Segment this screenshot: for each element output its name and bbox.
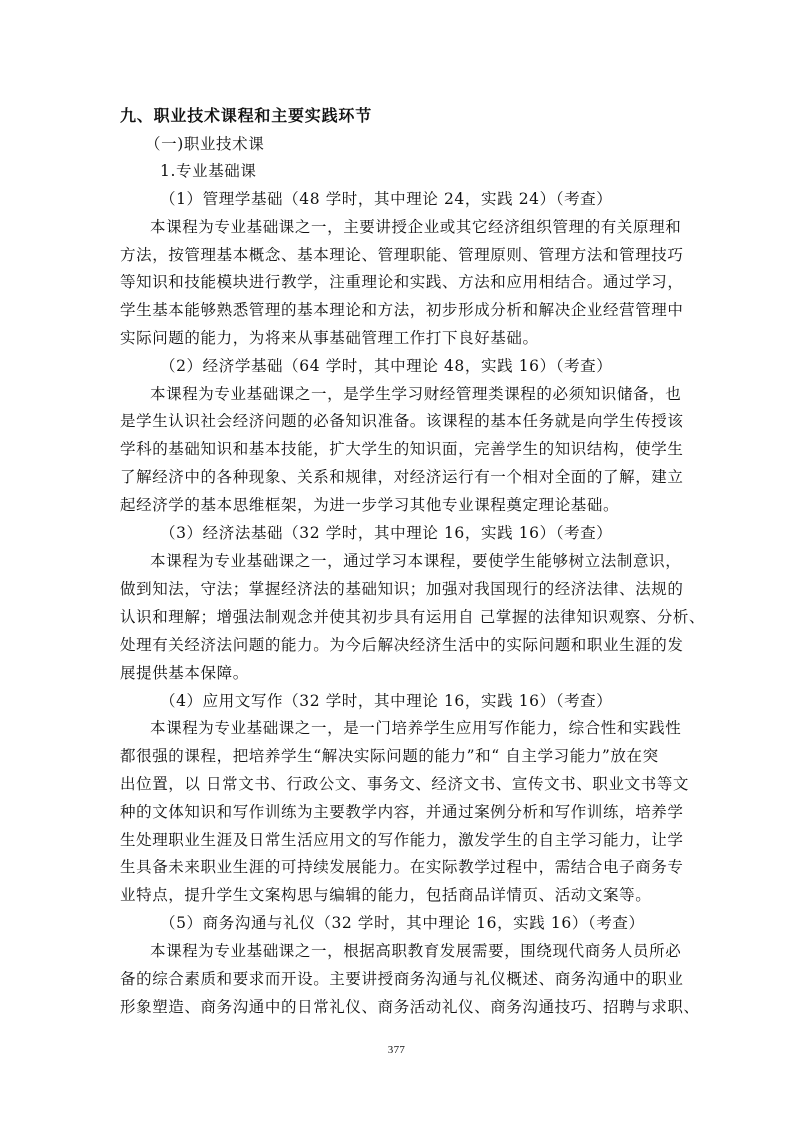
paragraph-line: 实际问题的能力，为将来从事基础管理工作打下良好基础。 <box>120 329 539 347</box>
paragraph-line: 等知识和技能模块进行教学，注重理论和实践、方法和应用相结合。通过学习， <box>120 273 684 291</box>
paragraph-line: 处理有关经济法问题的能力。为今后解决经济生活中的实际问题和职业生涯的发 <box>120 636 684 654</box>
subsection-heading: （一)职业技术课 <box>145 135 265 153</box>
paragraph-line: 生处理职业生涯及日常生活应用文的写作能力，激发学生的自主学习能力，让学 <box>120 831 684 849</box>
paragraph-line: 都很强的课程，把培养学生“解决实际问题的能力”和“ 自主学习能力”放在突 <box>120 747 659 765</box>
page-number: 377 <box>387 1044 406 1056</box>
paragraph-line: 学生基本能够熟悉管理的基本理论和方法，初步形成分析和解决企业经营管理中 <box>120 301 684 319</box>
paragraph-line: 出位置，以 日常文书、行政公文、事务文、经济文书、宣传文书、职业文书等文 <box>120 775 690 793</box>
paragraph-line: 做到知法，守法；掌握经济法的基础知识；加强对我国现行的经济法律、法规的 <box>120 580 684 598</box>
paragraph-line: 起经济学的基本思维框架，为进一步学习其他专业课程奠定理论基础。 <box>120 496 620 514</box>
paragraph-line: 学科的基础知识和基本技能，扩大学生的知识面，完善学生的知识结构，使学生 <box>120 440 684 458</box>
course-title: （5）商务沟通与礼仪（32 学时，其中理论 16，实践 16）（考查） <box>160 914 645 932</box>
paragraph-line: 形象塑造、商务沟通中的日常礼仪、商务活动礼仪、商务沟通技巧、招聘与求职、 <box>120 998 700 1016</box>
paragraph-line: 本课程为专业基础课之一，是一门培养学生应用写作能力，综合性和实践性 <box>150 719 682 737</box>
course-title: （3）经济法基础（32 学时，其中理论 16，实践 16）（考查） <box>160 524 613 542</box>
paragraph-line: 方法，按管理基本概念、基本理论、管理职能、管理原则、管理方法和管理技巧 <box>120 246 684 264</box>
course-title: （1）管理学基础（48 学时，其中理论 24，实践 24）（考查） <box>160 190 613 208</box>
course-title: （4）应用文写作（32 学时，其中理论 16，实践 16）（考查） <box>160 692 613 710</box>
paragraph-line: 本课程为专业基础课之一，主要讲授企业或其它经济组织管理的有关原理和 <box>150 218 682 236</box>
paragraph-line: 是学生认识社会经济问题的必备知识准备。该课程的基本任务就是向学生传授该 <box>120 412 684 430</box>
paragraph-line: 本课程为专业基础课之一，根据高职教育发展需要，围绕现代商务人员所必 <box>150 942 682 960</box>
paragraph-line: 本课程为专业基础课之一，通过学习本课程，要使学生能够树立法制意识， <box>150 552 682 570</box>
paragraph-line: 生具备未来职业生涯的可持续发展能力。在实际教学过程中，需结合电子商务专 <box>120 858 684 876</box>
category-heading: 1.专业基础课 <box>160 162 257 180</box>
paragraph-line: 本课程为专业基础课之一，是学生学习财经管理类课程的必须知识储备，也 <box>150 385 682 403</box>
section-heading: 九、职业技术课程和主要实践环节 <box>120 106 373 125</box>
course-title: （2）经济学基础（64 学时，其中理论 48，实践 16）（考查） <box>160 357 613 375</box>
paragraph-line: 备的综合素质和要求而开设。主要讲授商务沟通与礼仪概述、商务沟通中的职业 <box>120 970 684 988</box>
paragraph-line: 了解经济中的各种现象、关系和规律，对经济运行有一个相对全面的了解，建立 <box>120 468 684 486</box>
paragraph-line: 业特点，提升学生文案构思与编辑的能力，包括商品详情页、活动文案等。 <box>120 886 652 904</box>
paragraph-line: 展提供基本保障。 <box>120 664 249 682</box>
paragraph-line: 种的文体知识和写作训练为主要教学内容，并通过案例分析和写作训练，培养学 <box>120 803 684 821</box>
paragraph-line: 认识和理解；增强法制观念并使其初步具有运用自 己掌握的法律知识观察、分析、 <box>120 608 706 626</box>
